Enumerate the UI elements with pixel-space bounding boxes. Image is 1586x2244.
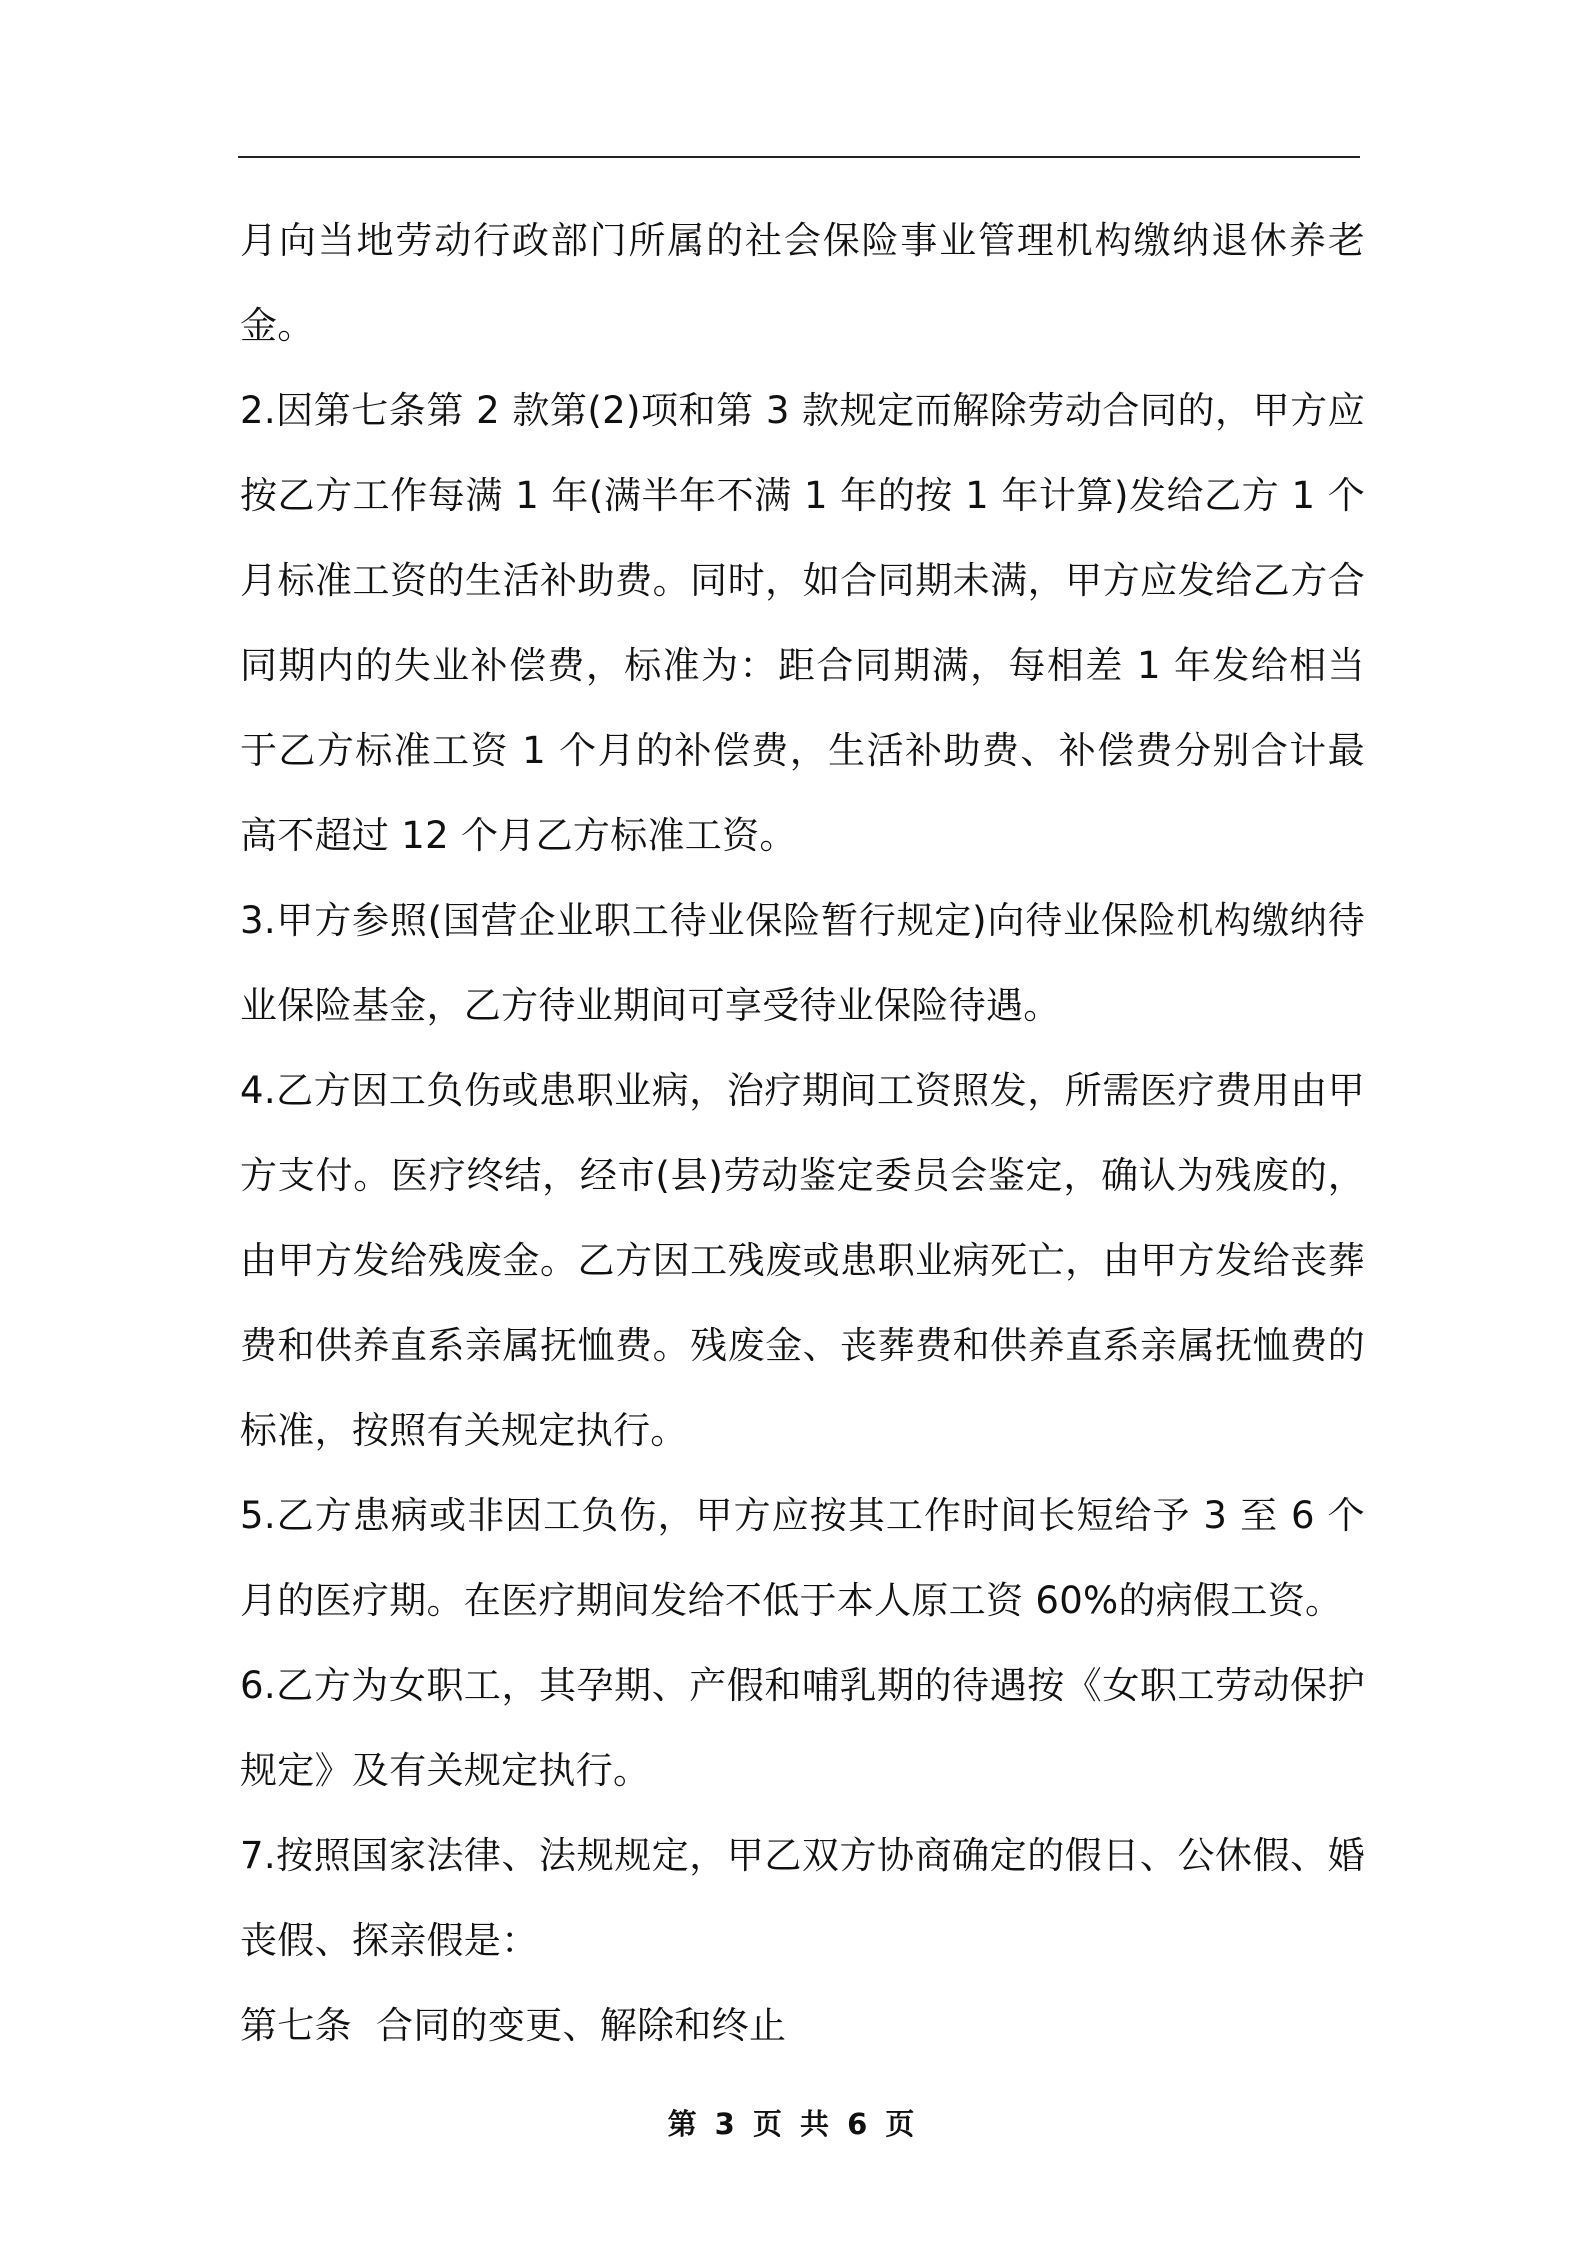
paragraph-unemployment-insurance: 3.甲方参照(国营企业职工待业保险暂行规定)向待业保险机构缴纳待业保险基金，乙方待业期间可享受待业保险待遇。 — [240, 899, 1365, 1027]
paragraph-pension: 月向当地劳动行政部门所属的社会保险事业管理机构缴纳退休养老金。 — [240, 219, 1365, 347]
article-heading: 第七条 合同的变更、解除和终止 — [240, 2004, 787, 2047]
paragraph-holidays: 7.按照国家法律、法规规定，甲乙双方协商确定的假日、公休假、婚丧假、探亲假是： — [240, 1834, 1365, 1962]
paragraph-work-injury: 4.乙方因工负伤或患职业病，治疗期间工资照发，所需医疗费用由甲方支付。医疗终结，经市(县)劳动鉴定委员会鉴定，确认为残废的，由甲方发给残废金。乙方因工残废或患职业病死亡，由甲方发给丧葬费和供养直系亲属抚恤费。残废金、丧葬费和供养直系亲属抚恤费的标准，按照有关规定执行。 — [240, 1069, 1365, 1452]
paragraph-female-staff: 6.乙方为女职工，其孕期、产假和哺乳期的待遇按《女职工劳动保护规定》及有关规定执行。 — [240, 1664, 1365, 1792]
page-number-footer: 第 3 页 共 6 页 — [667, 2107, 919, 2141]
paragraph-sick-leave: 5.乙方患病或非因工负伤，甲方应按其工作时间长短给予 3 至 6 个月的医疗期。在医疗期间发给不低于本人原工资 60%的病假工资。 — [240, 1494, 1365, 1622]
document-body — [240, 198, 1365, 2068]
header-rule — [238, 156, 1360, 158]
paragraph-living-allowance: 2.因第七条第 2 款第(2)项和第 3 款规定而解除劳动合同的，甲方应按乙方工作每满 1 年(满半年不满 1 年的按 1 年计算)发给乙方 1 个月标准工资的生活补助费。同时，如合同期未满，甲方应发给乙方合同期内的失业补偿费，标准为：距合同期满，每相差 1 年发给相当于乙方标准工资 1 个月的补偿费，生活补助费、补偿费分别合计最高不超过 12 个月乙方标准工资。 — [240, 389, 1365, 857]
